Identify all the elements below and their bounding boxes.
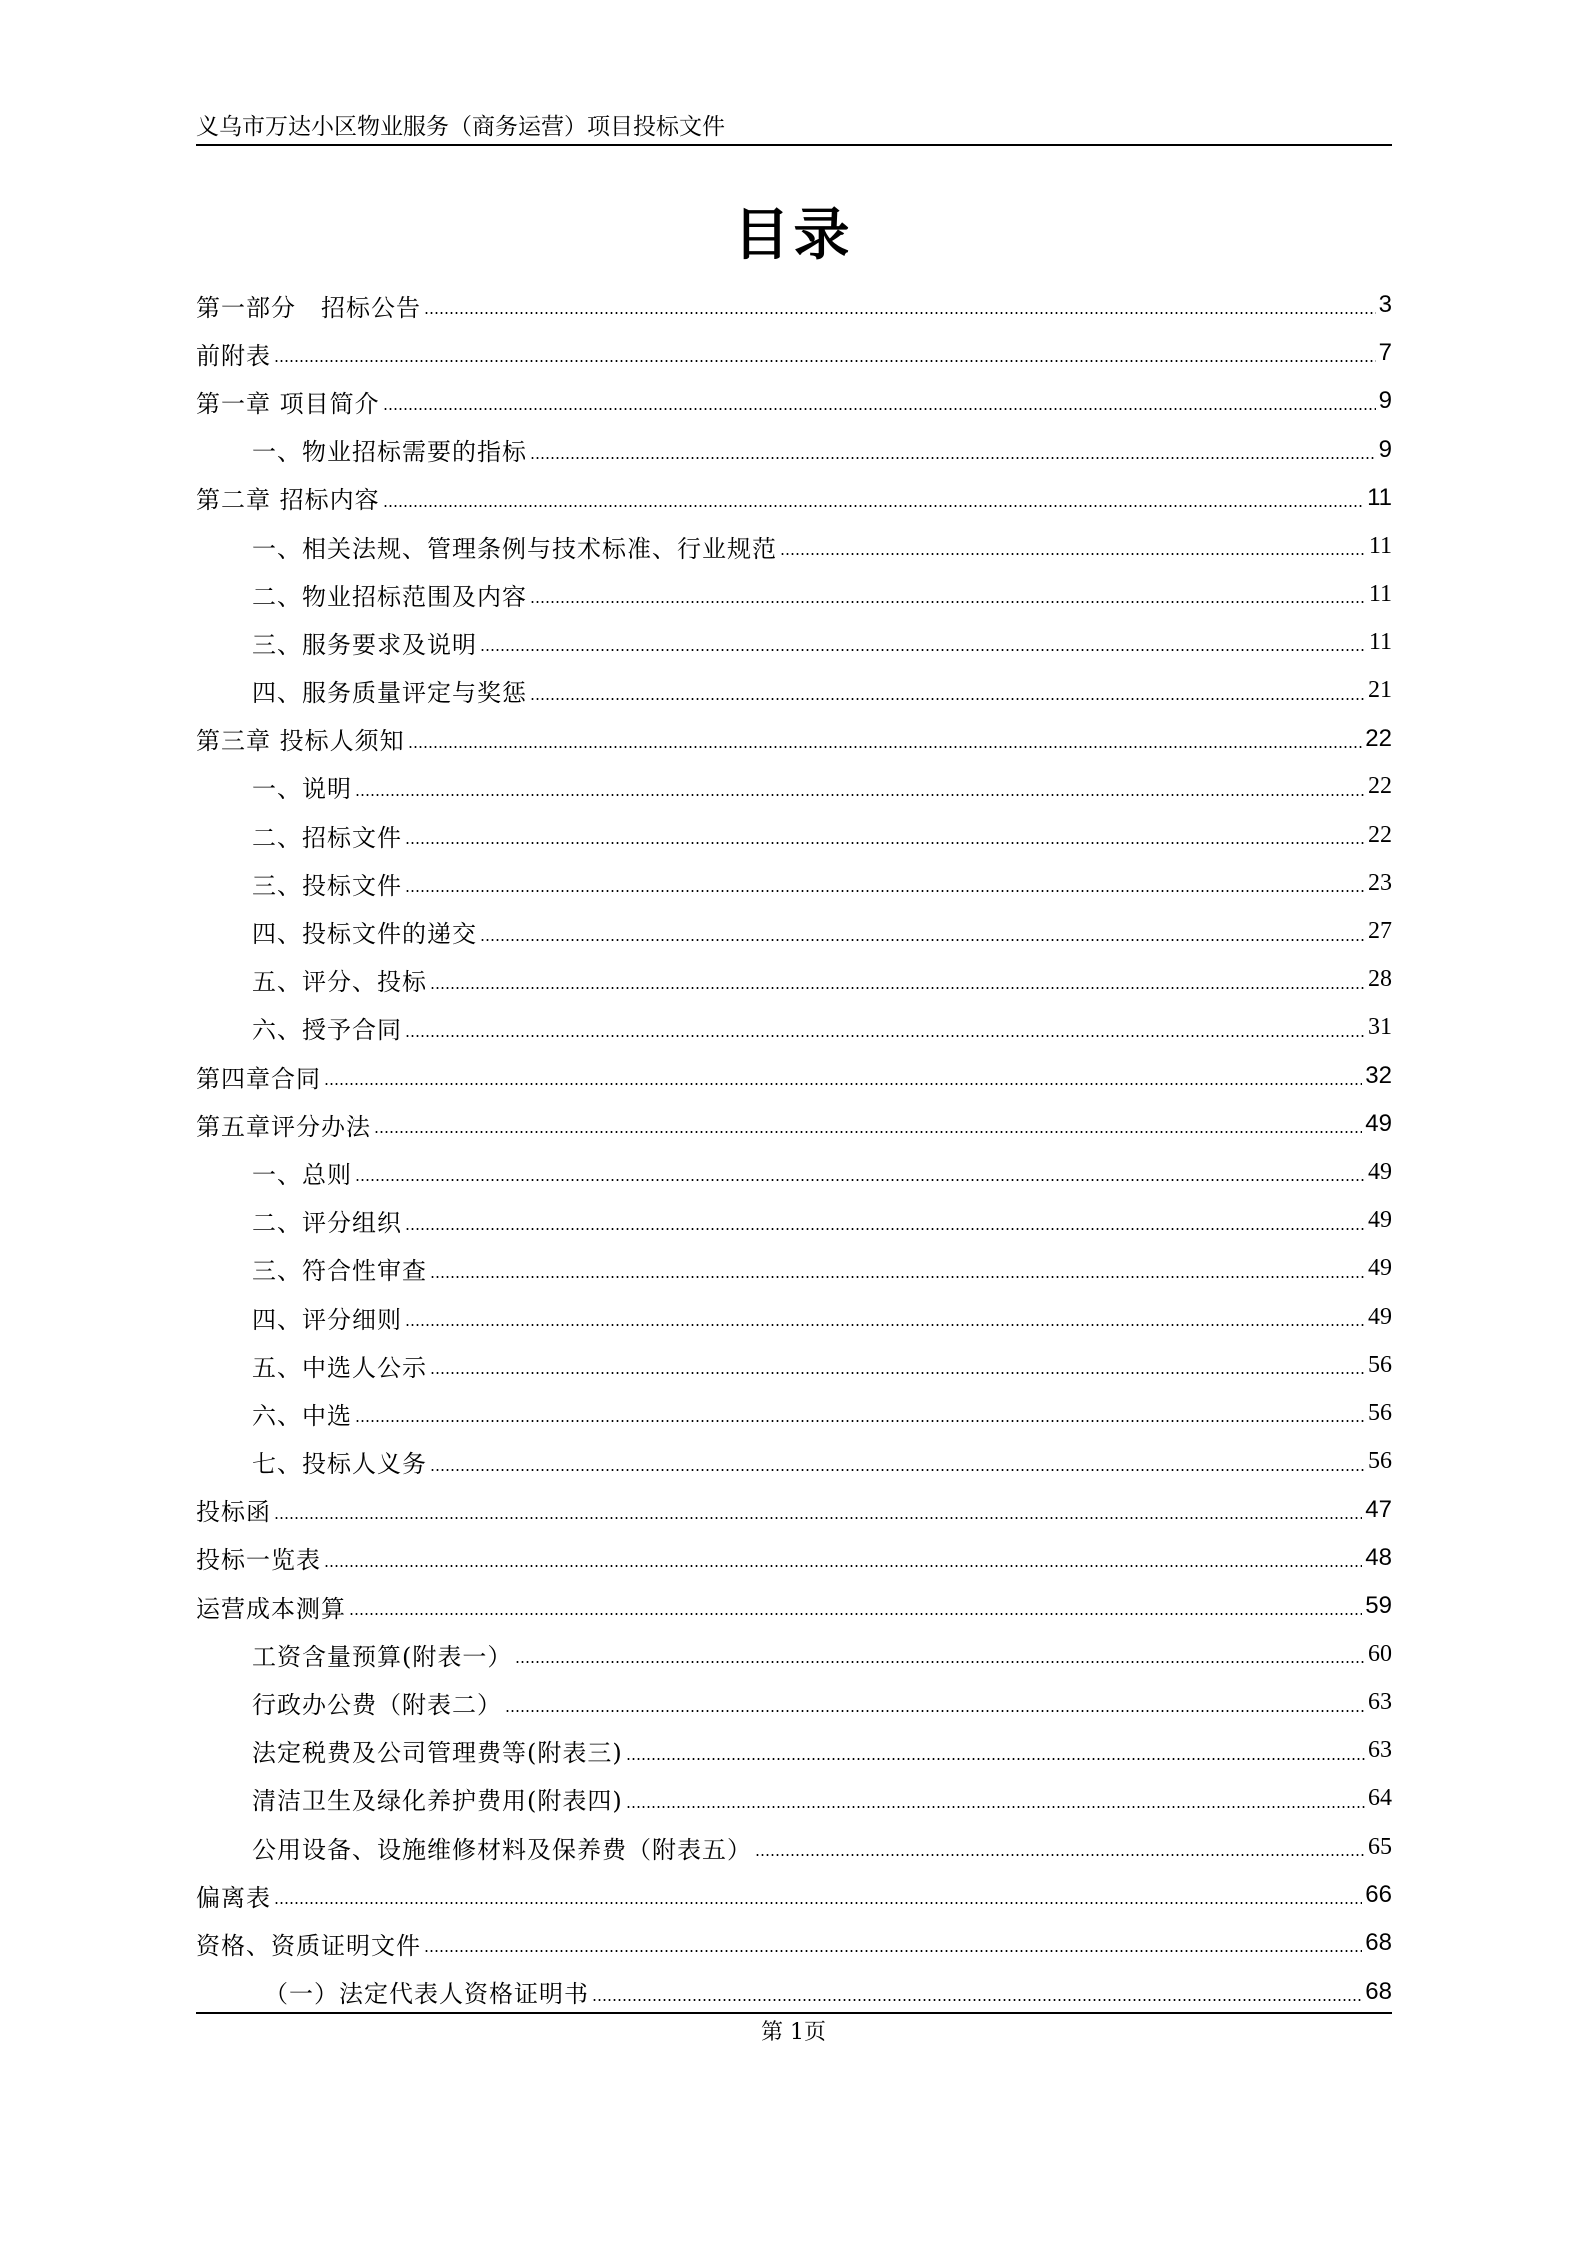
toc-dot-leader (405, 1324, 1365, 1326)
toc-page-number: 65 (1368, 1833, 1392, 1860)
toc-entry[interactable] (196, 1678, 1392, 1726)
toc-dot-leader (780, 553, 1366, 555)
toc-entry[interactable] (196, 1630, 1392, 1678)
toc-entry-label: 公用设备、设施维修材料及保养费（附表五） (252, 1835, 752, 1864)
toc-entry[interactable] (196, 281, 1392, 329)
toc-page-number: 49 (1368, 1255, 1392, 1282)
toc-entry-label: 六、授予合同 (252, 1016, 402, 1045)
toc-entry-label: 投标一览表 (196, 1546, 321, 1575)
toc-entry-label: 第四章合同 (196, 1064, 321, 1093)
toc-dot-leader (405, 1035, 1365, 1037)
toc-dot-leader (515, 1661, 1365, 1663)
toc-dot-leader (505, 1710, 1365, 1712)
toc-page-number: 9 (1378, 387, 1392, 415)
toc-entry[interactable] (196, 1727, 1392, 1775)
toc-entry[interactable] (196, 667, 1392, 715)
toc-entry[interactable] (196, 859, 1392, 907)
toc-page-number: 49 (1365, 1110, 1392, 1138)
toc-dot-leader (405, 890, 1365, 892)
toc-entry-label: 二、物业招标范围及内容 (252, 582, 527, 611)
toc-dot-leader (405, 1228, 1365, 1230)
toc-page-number: 63 (1368, 1689, 1392, 1716)
toc-entry-label: 投标函 (196, 1498, 271, 1527)
toc-entry[interactable] (196, 426, 1392, 474)
toc-entry[interactable] (196, 907, 1392, 955)
toc-entry[interactable] (196, 1148, 1392, 1196)
toc-entry-label: 三、服务要求及说明 (252, 630, 477, 659)
toc-entry[interactable] (196, 715, 1392, 763)
toc-page-number: 23 (1368, 869, 1392, 896)
toc-entry[interactable] (196, 1871, 1392, 1919)
toc-dot-leader (274, 360, 1376, 362)
toc-entry-label: 行政办公费（附表二） (252, 1691, 502, 1720)
toc-dot-leader (430, 1372, 1365, 1374)
toc-page-number: 64 (1368, 1785, 1392, 1812)
toc-entry[interactable] (196, 1389, 1392, 1437)
toc-page-number: 22 (1368, 821, 1392, 848)
toc-entry[interactable] (196, 522, 1392, 570)
toc-page-number: 28 (1368, 966, 1392, 993)
toc-page-number: 68 (1365, 1929, 1392, 1957)
toc-entry-label: 一、总则 (252, 1160, 352, 1189)
toc-entry[interactable] (196, 377, 1392, 425)
toc-dot-leader (480, 939, 1365, 941)
page-number: 第 1页 (761, 2020, 826, 2045)
toc-entry-label: 法定税费及公司管理费等(附表三) (252, 1739, 623, 1768)
toc-page-number: 11 (1368, 580, 1392, 607)
toc-entry-label: 第一章 项目简介 (196, 389, 380, 418)
toc-entry-label: 六、中选 (252, 1401, 352, 1430)
toc-page-number: 11 (1368, 532, 1392, 559)
toc-entry-label: 七、投标人义务 (252, 1450, 427, 1479)
toc-page-number: 27 (1368, 918, 1392, 945)
toc-entry-label: 二、评分组织 (252, 1209, 402, 1238)
toc-entry-label: 偏离表 (196, 1883, 271, 1912)
toc-entry[interactable] (196, 1052, 1392, 1100)
toc-entry-label: 五、中选人公示 (252, 1353, 427, 1382)
toc-page-number: 56 (1368, 1448, 1392, 1475)
toc-dot-leader (530, 457, 1376, 459)
toc-entry-label: 一、相关法规、管理条例与技术标准、行业规范 (252, 534, 777, 563)
toc-entry[interactable] (196, 329, 1392, 377)
toc-dot-leader (405, 842, 1365, 844)
toc-dot-leader (349, 1613, 1362, 1615)
toc-page-number: 56 (1368, 1351, 1392, 1378)
toc-page-number: 48 (1365, 1543, 1392, 1571)
toc-dot-leader (480, 649, 1366, 651)
toc-page-number: 11 (1368, 628, 1392, 655)
toc-page-number: 21 (1368, 677, 1392, 704)
toc-entry[interactable] (196, 1775, 1392, 1823)
page-title: 目录 (733, 203, 854, 268)
toc-dot-leader (592, 1999, 1362, 2001)
toc-page-number: 49 (1368, 1158, 1392, 1185)
toc-entry-label: 资格、资质证明文件 (196, 1931, 421, 1960)
toc-entry-label: 第三章 投标人须知 (196, 727, 405, 756)
toc-entry[interactable] (196, 811, 1392, 859)
toc-dot-leader (324, 1565, 1362, 1567)
toc-entry[interactable] (196, 1438, 1392, 1486)
toc-page-number: 7 (1378, 339, 1392, 367)
toc-entry-label: 第二章 招标内容 (196, 486, 380, 515)
toc-entry-label: 前附表 (196, 341, 271, 370)
toc-entry-label: 第一部分 招标公告 (196, 293, 421, 322)
toc-dot-leader (430, 1276, 1365, 1278)
toc-page-number: 66 (1365, 1881, 1392, 1909)
toc-entry[interactable] (196, 474, 1392, 522)
toc-dot-leader (374, 1131, 1362, 1133)
toc-dot-leader (755, 1854, 1365, 1856)
toc-dot-leader (274, 1517, 1362, 1519)
toc-entry[interactable] (196, 763, 1392, 811)
toc-entry[interactable] (196, 956, 1392, 1004)
footer-divider (196, 2012, 1392, 2014)
toc-dot-leader (383, 505, 1364, 507)
toc-page-number: 59 (1365, 1592, 1392, 1620)
toc-dot-leader (530, 601, 1366, 603)
toc-page-number: 47 (1365, 1495, 1392, 1523)
toc-page-number: 32 (1365, 1062, 1392, 1090)
toc-page-number: 9 (1378, 435, 1392, 463)
toc-page-number: 60 (1368, 1640, 1392, 1667)
toc-dot-leader (408, 746, 1363, 748)
toc-entry-label: 五、评分、投标 (252, 968, 427, 997)
toc-entry-label: 一、物业招标需要的指标 (252, 438, 527, 467)
toc-entry[interactable] (196, 618, 1392, 666)
toc-entry[interactable] (196, 1197, 1392, 1245)
toc-entry[interactable] (196, 1534, 1392, 1582)
toc-entry[interactable] (196, 1823, 1392, 1871)
toc-page-number: 49 (1368, 1207, 1392, 1234)
toc-entry[interactable] (196, 1486, 1392, 1534)
toc-dot-leader (626, 1806, 1365, 1808)
toc-dot-leader (324, 1083, 1362, 1085)
toc-entry[interactable] (196, 1245, 1392, 1293)
toc-entry-label: 四、评分细则 (252, 1305, 402, 1334)
toc-dot-leader (274, 1902, 1362, 1904)
toc-entry[interactable] (196, 570, 1392, 618)
toc-page-number: 11 (1367, 483, 1392, 511)
toc-page-number: 56 (1368, 1399, 1392, 1426)
toc-dot-leader (424, 1950, 1362, 1952)
toc-dot-leader (355, 1420, 1365, 1422)
toc-entry-label: 三、符合性审查 (252, 1257, 427, 1286)
toc-entry[interactable] (196, 1919, 1392, 1967)
toc-dot-leader (355, 1179, 1365, 1181)
toc-entry-label: 第五章评分办法 (196, 1112, 371, 1141)
toc-page-number: 49 (1368, 1303, 1392, 1330)
toc-entry-label: 一、说明 (252, 775, 352, 804)
toc-entry[interactable] (196, 1004, 1392, 1052)
document-header-title: 义乌市万达小区物业服务（商务运营）项目投标文件 (196, 114, 725, 140)
toc-entry[interactable] (196, 1100, 1392, 1148)
toc-dot-leader (355, 794, 1365, 796)
toc-page-number: 31 (1368, 1014, 1392, 1041)
toc-entry-label: 运营成本测算 (196, 1594, 346, 1623)
header-divider (196, 144, 1392, 146)
toc-dot-leader (383, 408, 1376, 410)
toc-entry-label: 工资含量预算(附表一） (252, 1642, 513, 1671)
toc-dot-leader (626, 1758, 1365, 1760)
table-of-contents (196, 281, 1392, 2016)
toc-entry-label: （一）法定代表人资格证明书 (264, 1980, 589, 2009)
toc-entry-label: 四、服务质量评定与奖惩 (252, 679, 527, 708)
toc-page-number: 3 (1378, 291, 1392, 319)
toc-page-number: 22 (1365, 724, 1392, 752)
toc-dot-leader (430, 1469, 1365, 1471)
toc-entry[interactable] (196, 1341, 1392, 1389)
toc-entry[interactable] (196, 1968, 1392, 2016)
toc-entry-label: 三、投标文件 (252, 871, 402, 900)
toc-page-number: 22 (1368, 773, 1392, 800)
toc-dot-leader (424, 312, 1376, 314)
toc-entry-label: 清洁卫生及绿化养护费用(附表四) (252, 1787, 623, 1816)
toc-entry[interactable] (196, 1582, 1392, 1630)
toc-dot-leader (430, 987, 1365, 989)
toc-entry[interactable] (196, 1293, 1392, 1341)
toc-entry-label: 二、招标文件 (252, 823, 402, 852)
toc-page-number: 68 (1365, 1977, 1392, 2005)
toc-dot-leader (530, 698, 1365, 700)
toc-page-number: 63 (1368, 1737, 1392, 1764)
toc-entry-label: 四、投标文件的递交 (252, 920, 477, 949)
